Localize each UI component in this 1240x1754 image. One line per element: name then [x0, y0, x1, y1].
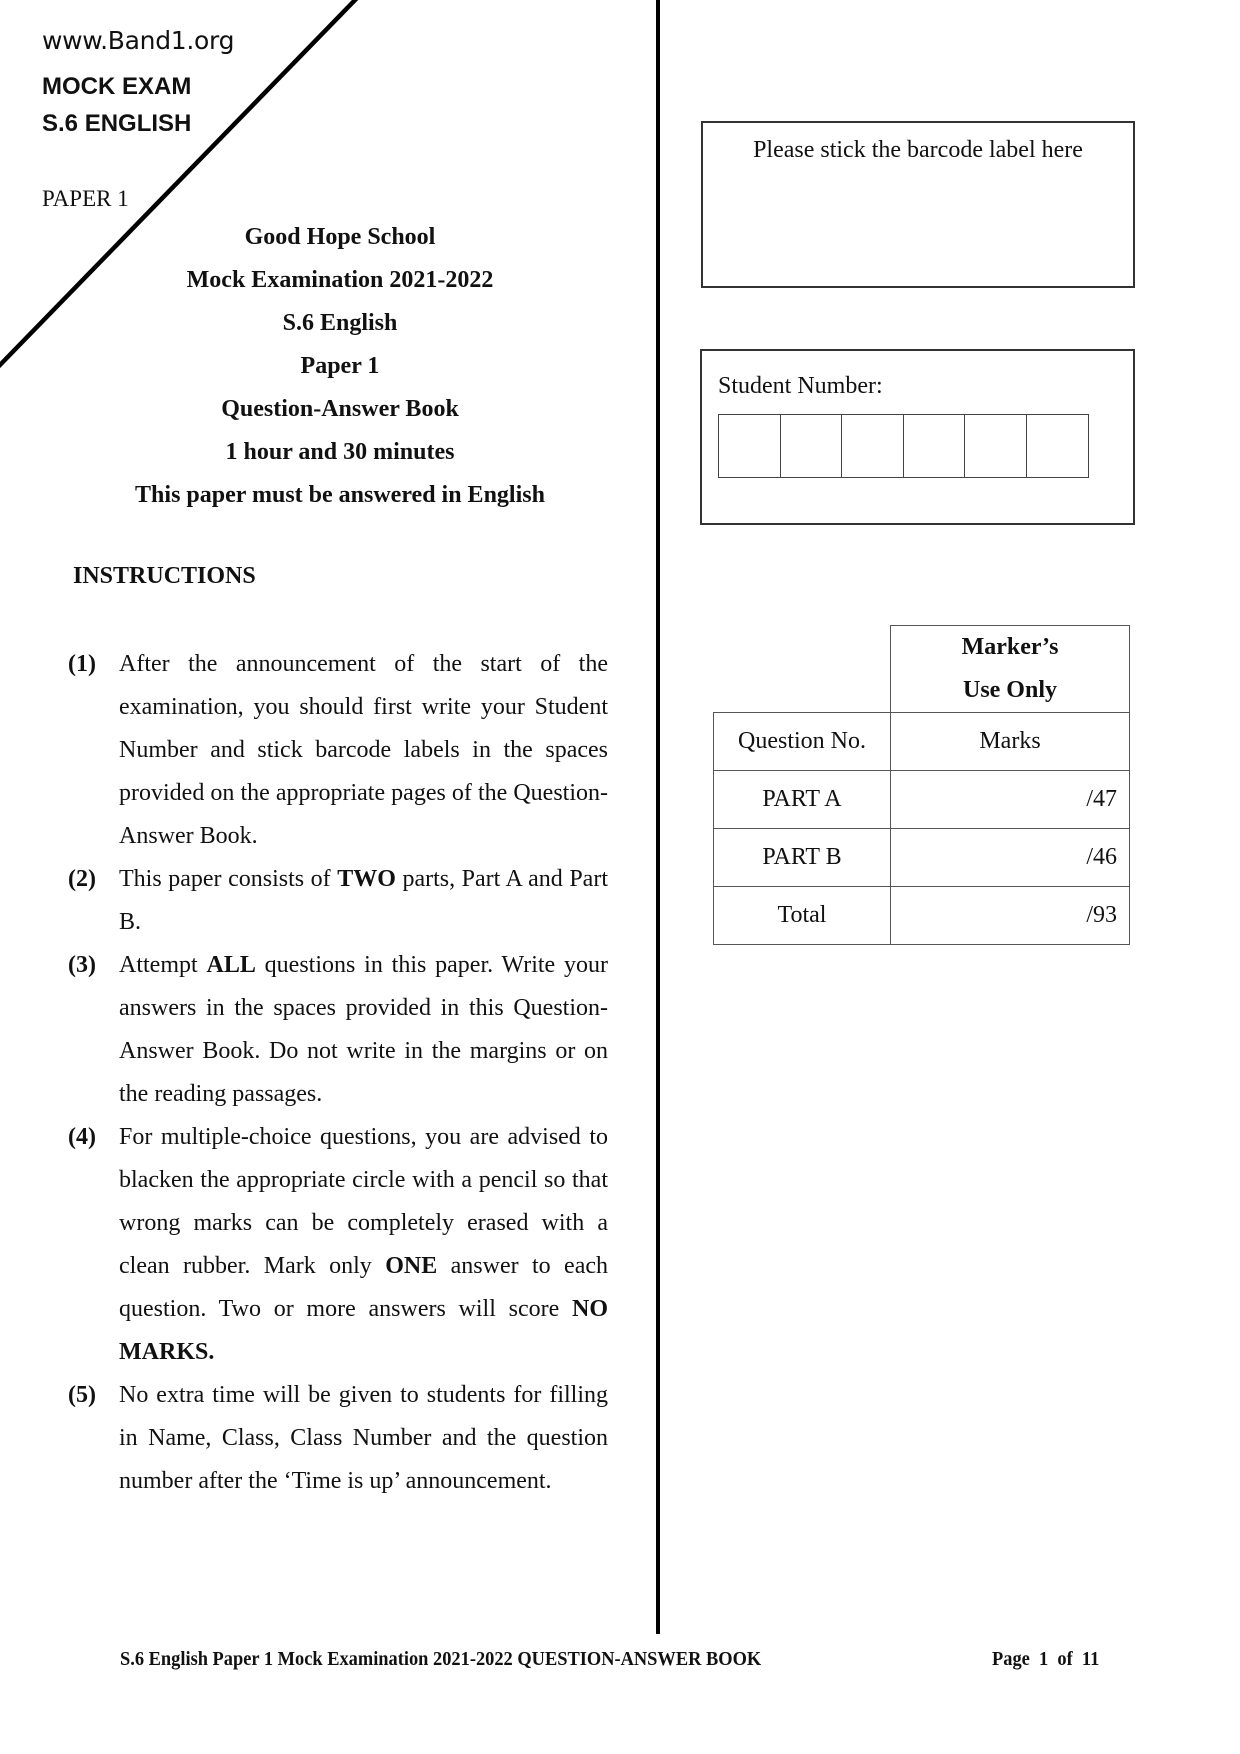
school-name: Good Hope School — [244, 224, 436, 250]
question-cell: PART A — [714, 771, 891, 829]
text-run: questions in this paper. Write your answers in the spaces provided in this Question-Answer Book. Do not write in the margins or on the reading passages. — [119, 952, 609, 1107]
student-number-label: Student Number: — [718, 373, 883, 399]
marker-header-line2: Use Only — [962, 677, 1057, 703]
instruction-number: (5) — [68, 1382, 96, 1408]
instruction-item — [68, 643, 608, 858]
book-title: Question-Answer Book — [221, 396, 459, 422]
duration: 1 hour and 30 minutes — [225, 439, 455, 465]
table-row — [714, 887, 1130, 945]
page-number: Page 1 of 11 — [992, 1648, 1100, 1670]
table-blank-corner — [714, 626, 891, 713]
instruction-text: After the announcement of the start of the examination, you should first write your Student Number and stick barcode labels in the spaces provided on the appropriate pages of the Question-Answer Book. — [119, 651, 608, 849]
question-cell: Total — [714, 887, 891, 945]
footer-title: S.6 English Paper 1 Mock Examination 2021-2022 QUESTION-ANSWER BOOK — [120, 1648, 762, 1670]
table-row — [714, 771, 1130, 829]
subject-title: S.6 English — [282, 310, 398, 336]
instruction-item — [68, 1374, 608, 1503]
language-note: This paper must be answered in English — [135, 482, 545, 508]
emphasis: TWO — [337, 866, 396, 892]
student-number-cells — [718, 414, 1089, 478]
emphasis: ONE — [385, 1253, 438, 1279]
instruction-text — [119, 944, 608, 1116]
barcode-label-box — [701, 121, 1135, 288]
marker-header — [891, 626, 1130, 713]
table-header-row — [714, 713, 1130, 771]
student-number-cell[interactable] — [780, 414, 843, 478]
instruction-text — [119, 1116, 608, 1374]
marks-cell: /47 — [891, 771, 1130, 829]
student-number-cell[interactable] — [1026, 414, 1089, 478]
marks-cell: /93 — [891, 887, 1130, 945]
student-number-cell[interactable] — [718, 414, 781, 478]
instruction-text — [119, 858, 608, 944]
paper-title: Paper 1 — [300, 353, 380, 379]
column-header-marks: Marks — [891, 713, 1130, 771]
column-header-question: Question No. — [714, 713, 891, 771]
table-row — [714, 829, 1130, 887]
marks-cell: /46 — [891, 829, 1130, 887]
instruction-item — [68, 1116, 608, 1374]
barcode-label-text: Please stick the barcode label here — [753, 137, 1083, 163]
instruction-item — [68, 944, 608, 1116]
student-number-cell[interactable] — [841, 414, 904, 478]
student-number-cell[interactable] — [903, 414, 966, 478]
site-url: www.Band1.org — [42, 26, 235, 55]
marker-use-table — [713, 625, 1130, 945]
marker-header-line1: Marker’s — [961, 634, 1059, 660]
corner-mock-exam: MOCK EXAM — [42, 73, 192, 100]
instruction-number: (2) — [68, 866, 96, 892]
emphasis: NO MARKS. — [119, 1296, 608, 1365]
text-run: parts, Part A and Part B. — [119, 866, 608, 935]
instruction-item — [68, 858, 608, 944]
instructions-list — [68, 643, 608, 1503]
student-number-box — [700, 349, 1135, 525]
vertical-divider — [656, 0, 660, 1634]
instruction-text: No extra time will be given to students for filling in Name, Class, Class Number and the question number after the ‘Time is up’ announcement. — [119, 1382, 608, 1494]
instruction-number: (1) — [68, 651, 96, 677]
text-run: This paper consists of — [119, 866, 338, 892]
text-run: For multiple-choice questions, you are advised to blacken the appropriate circle with a pencil so that wrong marks can be completely erased with a clean rubber. Mark only — [119, 1124, 608, 1279]
corner-paper: PAPER 1 — [42, 186, 129, 211]
instruction-number: (4) — [68, 1124, 96, 1150]
emphasis: ALL — [206, 952, 256, 978]
title-block — [60, 216, 620, 517]
student-number-cell[interactable] — [964, 414, 1027, 478]
instructions-heading: INSTRUCTIONS — [73, 563, 256, 589]
text-run: answer to each question. Two or more answers will score — [119, 1253, 609, 1322]
exam-title: Mock Examination 2021-2022 — [186, 267, 494, 293]
instruction-number: (3) — [68, 952, 96, 978]
question-cell: PART B — [714, 829, 891, 887]
corner-subject: S.6 ENGLISH — [42, 110, 192, 137]
text-run: Attempt — [119, 952, 207, 978]
